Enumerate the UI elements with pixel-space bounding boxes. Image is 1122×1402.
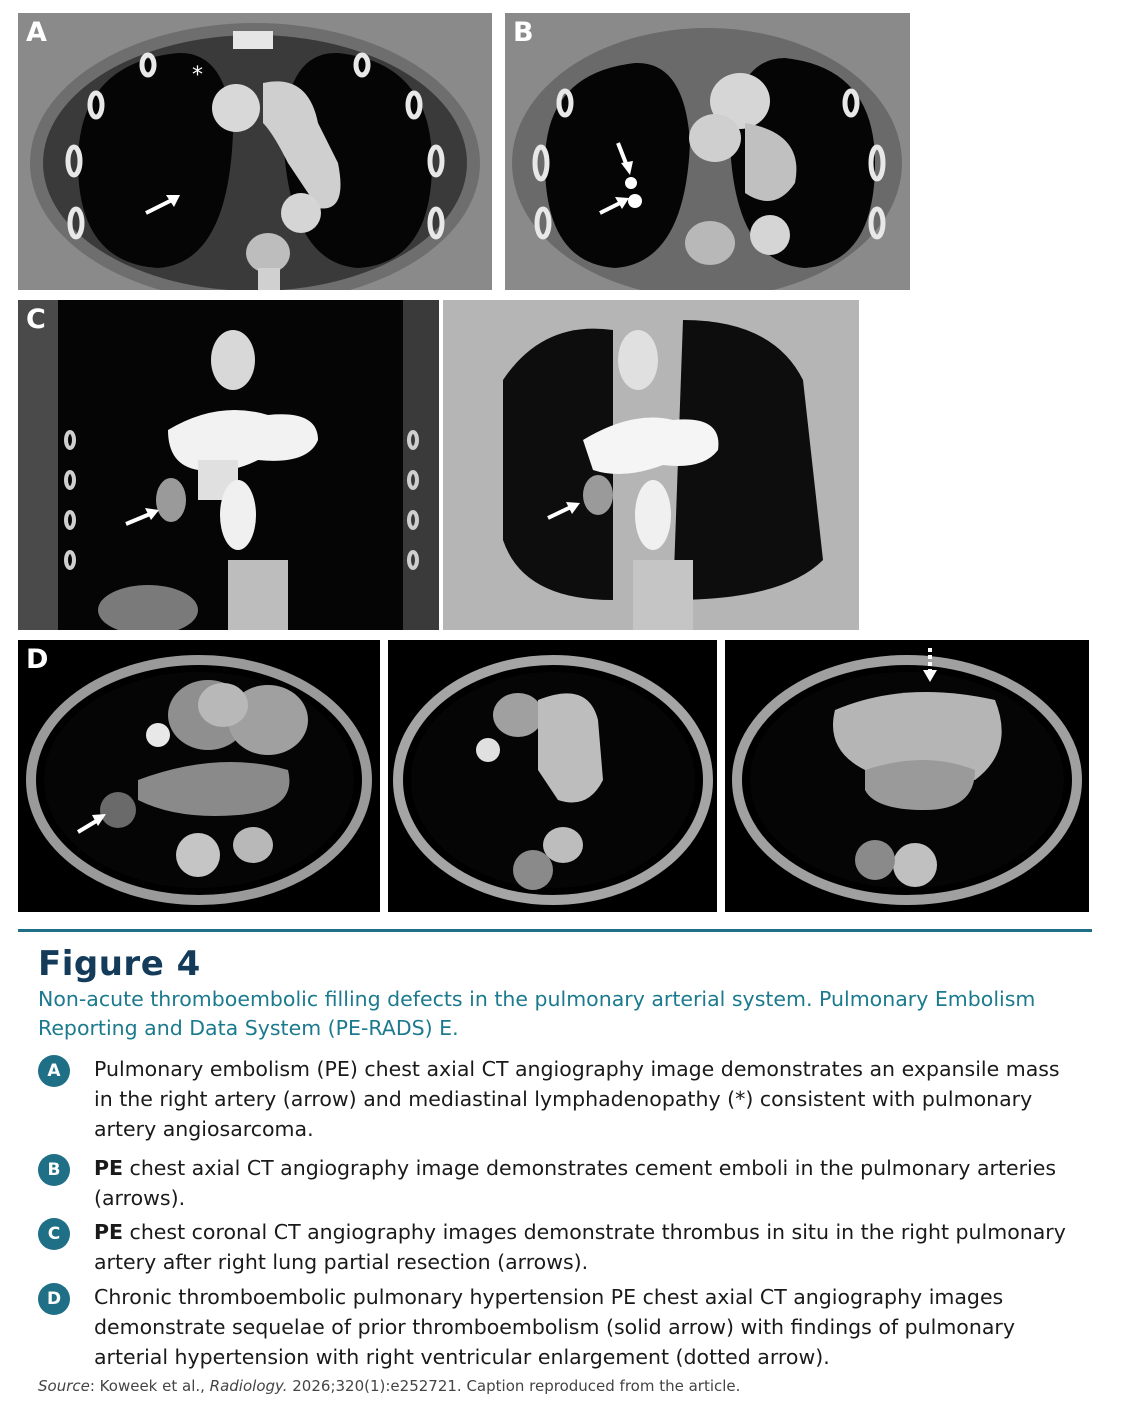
caption-body-d: Chronic thromboembolic pulmonary hypertension PE chest axial CT angiography images demonstrate sequelae of prior thromboembolism (solid arrow) with findings of pulmonary arterial hypertension with right ventricular enlargement (dotted arrow).	[94, 1285, 1015, 1369]
caption-bold-c: PE	[94, 1220, 124, 1244]
ct-coronal-image-c2	[443, 300, 859, 630]
ct-image-panel-c-right	[443, 300, 859, 630]
ct-image-panel-a	[18, 13, 492, 290]
ct-image-panel-b	[505, 13, 910, 290]
panel-label-b: B	[513, 17, 534, 48]
ct-image-panel-d-3	[725, 640, 1089, 912]
caption-divider	[18, 929, 1092, 932]
caption-body-c: chest coronal CT angiography images demonstrate thrombus in situ in the right pulmonary artery after right lung partial resection (arrows).	[94, 1220, 1066, 1274]
source-journal: Radiology.	[209, 1377, 288, 1395]
figure-subtitle: Non-acute thromboembolic filling defects in the pulmonary arterial system. Pulmonary Embolism Reporting and Data System (PE-RADS) E.	[38, 987, 1036, 1040]
panel-label-a: A	[26, 17, 47, 48]
ct-coronal-image-c1	[18, 300, 439, 630]
ct-image-panel-d-1	[18, 640, 380, 912]
caption-body-a: Pulmonary embolism (PE) chest axial CT angiography image demonstrates an expansile mass in the right artery (arrow) and mediastinal lymphadenopathy (*) consistent with pulmonary artery angiosarcoma.	[94, 1057, 1060, 1141]
ct-axial-image-d2	[388, 640, 717, 912]
badge-d: D	[38, 1283, 70, 1315]
source-rest: 2026;320(1):e252721. Caption reproduced from the article.	[287, 1377, 741, 1395]
ct-image-panel-c-left	[18, 300, 439, 630]
caption-text-b	[94, 1153, 1084, 1213]
panel-label-c: C	[26, 304, 46, 335]
caption-bold-b: PE	[94, 1156, 124, 1180]
caption-text-d	[94, 1282, 1084, 1372]
caption-text-a	[94, 1054, 1084, 1144]
source-prefix: Source	[38, 1377, 90, 1395]
figure-title: Figure 4	[38, 944, 201, 984]
badge-b: B	[38, 1154, 70, 1186]
ct-image-panel-d-2	[388, 640, 717, 912]
caption-body-b: chest axial CT angiography image demonstrates cement emboli in the pulmonary arteries (arrows).	[94, 1156, 1057, 1210]
panel-label-d: D	[26, 644, 49, 675]
ct-axial-image-b	[505, 13, 910, 290]
asterisk-marker: *	[192, 63, 203, 88]
ct-axial-image-d1	[18, 640, 380, 912]
source-citation	[38, 1377, 740, 1395]
ct-axial-image-d3	[725, 640, 1089, 912]
badge-c: C	[38, 1218, 70, 1250]
caption-text-c	[94, 1217, 1084, 1277]
ct-axial-image-a	[18, 13, 492, 290]
badge-a: A	[38, 1055, 70, 1087]
source-sep: : Koweek et al.,	[89, 1377, 210, 1395]
